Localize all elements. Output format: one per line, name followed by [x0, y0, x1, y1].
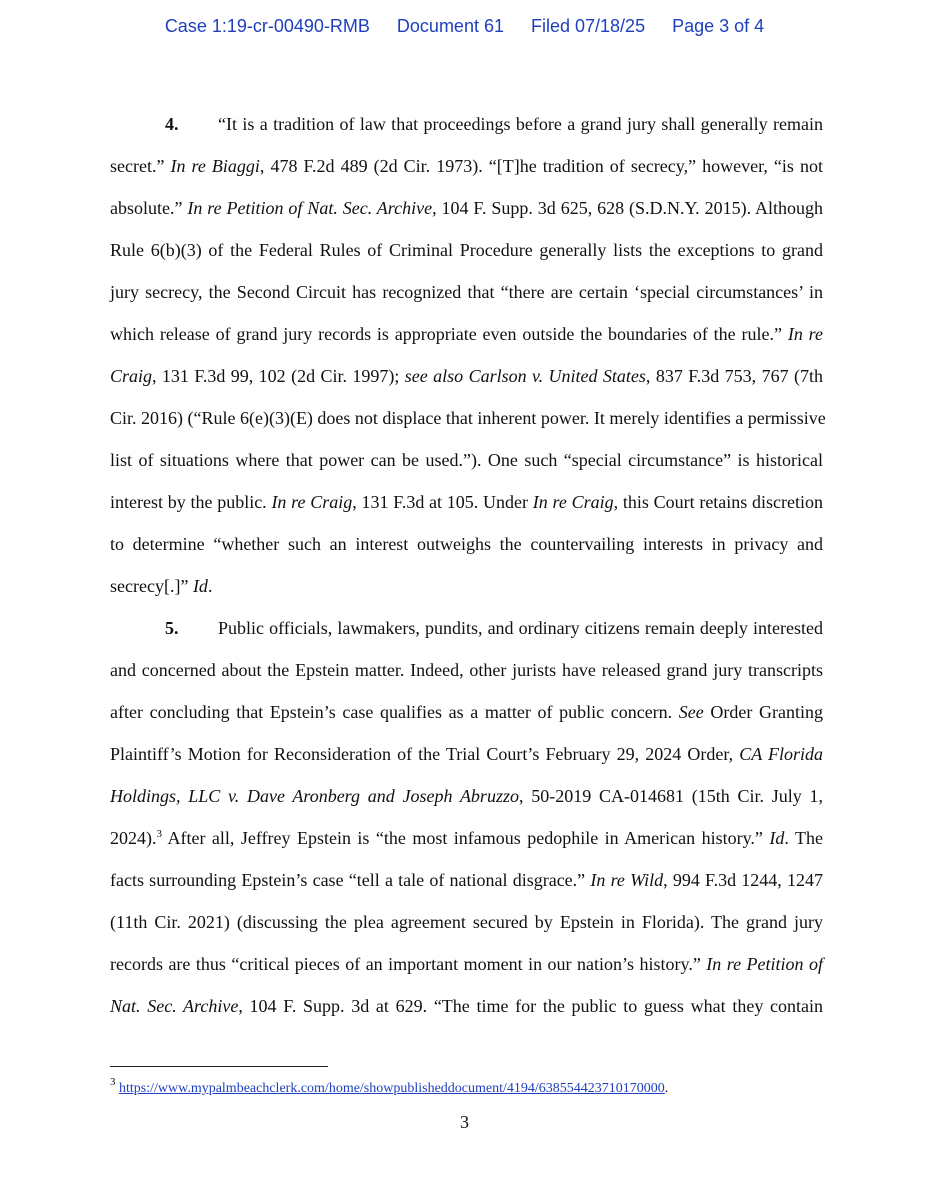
p5-line-3: after concluding that Epstein’s case qualifies as a matter of public concern. See Order Granting [110, 702, 823, 722]
p5-line-2: and concerned about the Epstein matter. Indeed, other jurists have released grand jury transcripts [110, 660, 823, 680]
p4-line-6: which release of grand jury records is appropriate even outside the boundaries of the rule.” In re [110, 324, 823, 344]
p5-line-1: 5. Public officials, lawmakers, pundits, and ordinary citizens remain deeply interested [165, 618, 823, 638]
p4-line-9: list of situations where that power can be used.”). One such “special circumstance” is historical [110, 450, 823, 470]
p4-line-5: jury secrecy, the Second Circuit has recognized that “there are certain ‘special circumstances’ in [110, 282, 823, 302]
case-header [0, 16, 929, 37]
case-citation: In re Petition of Nat. Sec. Archive [187, 198, 433, 218]
p4-line-2: secret.” In re Biaggi, 478 F.2d 489 (2d Cir. 1973). “[T]he tradition of secrecy,” however, “is not [110, 156, 823, 176]
p5-line-5: Holdings, LLC v. Dave Aronberg and Joseph Abruzzo, 50-2019 CA-014681 (15th Cir. July 1, [110, 786, 823, 806]
paragraph-number: 4. [165, 114, 179, 134]
p4-line-1: 4. “It is a tradition of law that proceedings before a grand jury shall generally remain [165, 114, 823, 134]
p5-line-6: 2024).$^3$ After all, Jeffrey Epstein is “the most infamous pedophile in American history.” Id. The [110, 828, 823, 848]
case-citation: In re Biaggi [170, 156, 260, 176]
case-number: Case 1:19-cr-00490-RMB [164, 16, 370, 36]
p4-line-12: secrecy[.]” Id. [110, 576, 213, 596]
p4-line-8: Cir. 2016) (“Rule 6(e)(3)(E) does not displace that inherent power. It merely identifies a permissive [110, 408, 826, 428]
footnote: $^3$ https://www.mypalmbeachclerk.com/home/showpublisheddocument/4194/638554423710170000. [110, 1076, 669, 1096]
footnote-link[interactable]: https://www.mypalmbeachclerk.com/home/showpublisheddocument/4194/638554423710170000 [119, 1081, 665, 1096]
p4-line-11: to determine “whether such an interest outweighs the countervailing interests in privacy and [110, 534, 823, 554]
p5-line-9: records are thus “critical pieces of an important moment in our nation’s history.” In re Petition of [110, 954, 824, 974]
p5-line-8: (11th Cir. 2021) (discussing the plea agreement secured by Epstein in Florida). The grand jury [110, 912, 823, 932]
p5-line-4: Plaintiff’s Motion for Reconsideration of the Trial Court’s February 29, 2024 Order, CA Florida [110, 744, 823, 764]
p4-line-7: Craig, 131 F.3d 99, 102 (2d Cir. 1997); see also Carlson v. United States, 837 F.3d 753, 767 (7th [110, 366, 823, 386]
p5-line-7: facts surrounding Epstein’s case “tell a tale of national disgrace.” In re Wild, 994 F.3d 1244, 1247 [110, 870, 823, 890]
page-number: 3 [460, 1112, 469, 1132]
paragraph-number: 5. [165, 618, 179, 638]
footnote-marker: 3 [156, 828, 162, 840]
footnote-number: 3 [110, 1076, 116, 1088]
p4-line-10: interest by the public. In re Craig, 131 F.3d at 105. Under In re Craig, this Court retains discretion [110, 492, 824, 512]
document-number: Document 61 [396, 16, 504, 36]
footnote-divider [110, 1066, 328, 1067]
p5-line-10: Nat. Sec. Archive, 104 F. Supp. 3d at 629. “The time for the public to guess what they contain [110, 996, 823, 1016]
filed-date: Filed 07/18/25 [531, 16, 646, 36]
p4-line-3: absolute.” In re Petition of Nat. Sec. Archive, 104 F. Supp. 3d 625, 628 (S.D.N.Y. 2015). Although [110, 198, 823, 218]
page-indicator: Page 3 of 4 [672, 16, 765, 36]
p4-line-4: Rule 6(b)(3) of the Federal Rules of Criminal Procedure generally lists the exceptions to grand [110, 240, 823, 260]
